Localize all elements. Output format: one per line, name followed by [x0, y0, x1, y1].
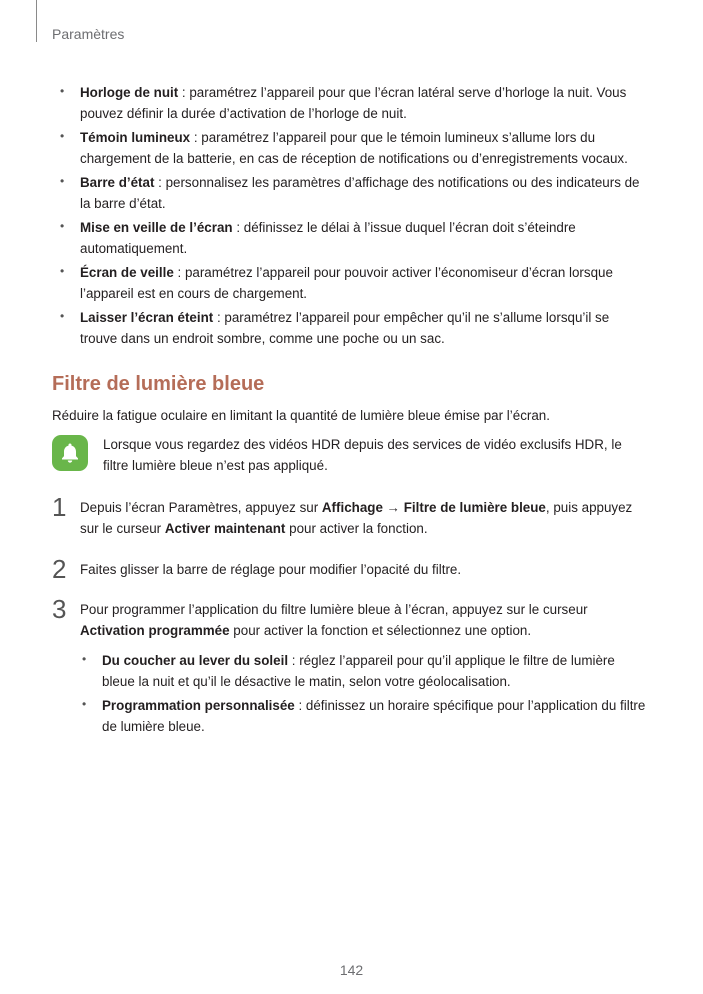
step-number: 1 — [52, 492, 67, 522]
step-number: 2 — [52, 554, 67, 584]
section-intro: Réduire la fatigue oculaire en limitant la quantité de lumière bleue émise par l’écran. — [52, 408, 550, 423]
step-text: pour activer la fonction et sélectionnez une option. — [229, 623, 532, 638]
settings-bullet-list — [60, 82, 650, 352]
step-text: Pour programmer l’application du filtre lumière bleue à l’écran, appuyez sur le curseur — [80, 602, 588, 617]
bullet-dot: • — [82, 652, 87, 666]
bullet-term: Programmation personnalisée — [102, 698, 295, 713]
bullet-text: : définissez un horaire spécifique pour l’application du filtre de lumière bleue. — [102, 698, 646, 734]
step-text: Depuis l’écran Paramètres, appuyez sur — [80, 500, 322, 515]
bullet-dot: • — [60, 174, 65, 188]
bullet-text: : paramétrez l’appareil pour pouvoir activer l’économiseur d’écran lorsque l’appareil est en cours de chargement. — [80, 265, 613, 301]
step-text: pour activer la fonction. — [285, 521, 428, 536]
list-item — [60, 217, 650, 259]
step-text: → — [382, 500, 404, 515]
step-text: Faites glisser la barre de réglage pour modifier l’opacité du filtre. — [80, 562, 462, 577]
bullet-text: : paramétrez l’appareil pour empêcher qu’il ne s’allume lorsqu’il se trouve dans un endroit sombre, comme une poche ou un sac. — [80, 310, 610, 346]
header-rule — [36, 0, 37, 42]
step-2 — [80, 559, 650, 580]
bell-icon — [52, 435, 88, 471]
bullet-dot: • — [60, 309, 65, 323]
bullet-term: Mise en veille de l’écran — [80, 220, 233, 235]
bullet-term: Horloge de nuit — [80, 85, 179, 100]
page-header: Paramètres — [52, 26, 125, 42]
bullet-dot: • — [60, 219, 65, 233]
step-text: , puis appuyez sur le curseur — [80, 500, 633, 536]
option-bullet-list — [82, 650, 647, 740]
step-bold: Affichage — [321, 500, 383, 515]
page-number: 142 — [339, 962, 364, 978]
bullet-text: : personnalisez les paramètres d’affichage des notifications ou des indicateurs de la barre d’état. — [80, 175, 640, 211]
bullet-term: Écran de veille — [80, 265, 174, 280]
step-bold: Activer maintenant — [164, 521, 286, 536]
list-item — [82, 650, 647, 692]
list-item — [82, 695, 647, 737]
step-bold: Filtre de lumière bleue — [403, 500, 546, 515]
step-bold: Activation programmée — [80, 623, 230, 638]
list-item — [60, 307, 650, 349]
bullet-term: Laisser l’écran éteint — [80, 310, 214, 325]
bullet-dot: • — [60, 129, 65, 143]
bullet-text: : réglez l’appareil pour qu’il applique le filtre de lumière bleue la nuit et qu’il le désactive le matin, selon votre géolocalisation. — [102, 653, 615, 689]
bullet-dot: • — [60, 264, 65, 278]
bullet-text: : paramétrez l’appareil pour que l’écran latéral serve d’horloge la nuit. Vous pouvez définir la durée d’activation de l’horloge de nuit. — [80, 85, 627, 121]
list-item — [60, 172, 650, 214]
bell-icon-glyph — [60, 442, 80, 464]
bullet-term: Barre d’état — [80, 175, 155, 190]
bullet-text: : définissez le délai à l’issue duquel l’écran doit s’éteindre automatiquement. — [80, 220, 576, 256]
step-number: 3 — [52, 594, 67, 624]
bullet-term: Du coucher au lever du soleil — [102, 653, 289, 668]
step-3 — [80, 599, 650, 641]
bullet-term: Témoin lumineux — [80, 130, 191, 145]
section-title: Filtre de lumière bleue — [52, 373, 265, 395]
list-item — [60, 82, 650, 124]
list-item — [60, 127, 650, 169]
bullet-dot: • — [60, 84, 65, 98]
bullet-text: : paramétrez l’appareil pour que le témoin lumineux s’allume lors du chargement de la batterie, en cas de réception de notifications ou d’enregistrements vocaux. — [80, 130, 628, 166]
step-1 — [80, 497, 650, 539]
bullet-dot: • — [82, 697, 87, 711]
list-item — [60, 262, 650, 304]
note-text: Lorsque vous regardez des vidéos HDR depuis des services de vidéo exclusifs HDR, le filtre lumière bleue n’est pas appliqué. — [103, 437, 622, 473]
